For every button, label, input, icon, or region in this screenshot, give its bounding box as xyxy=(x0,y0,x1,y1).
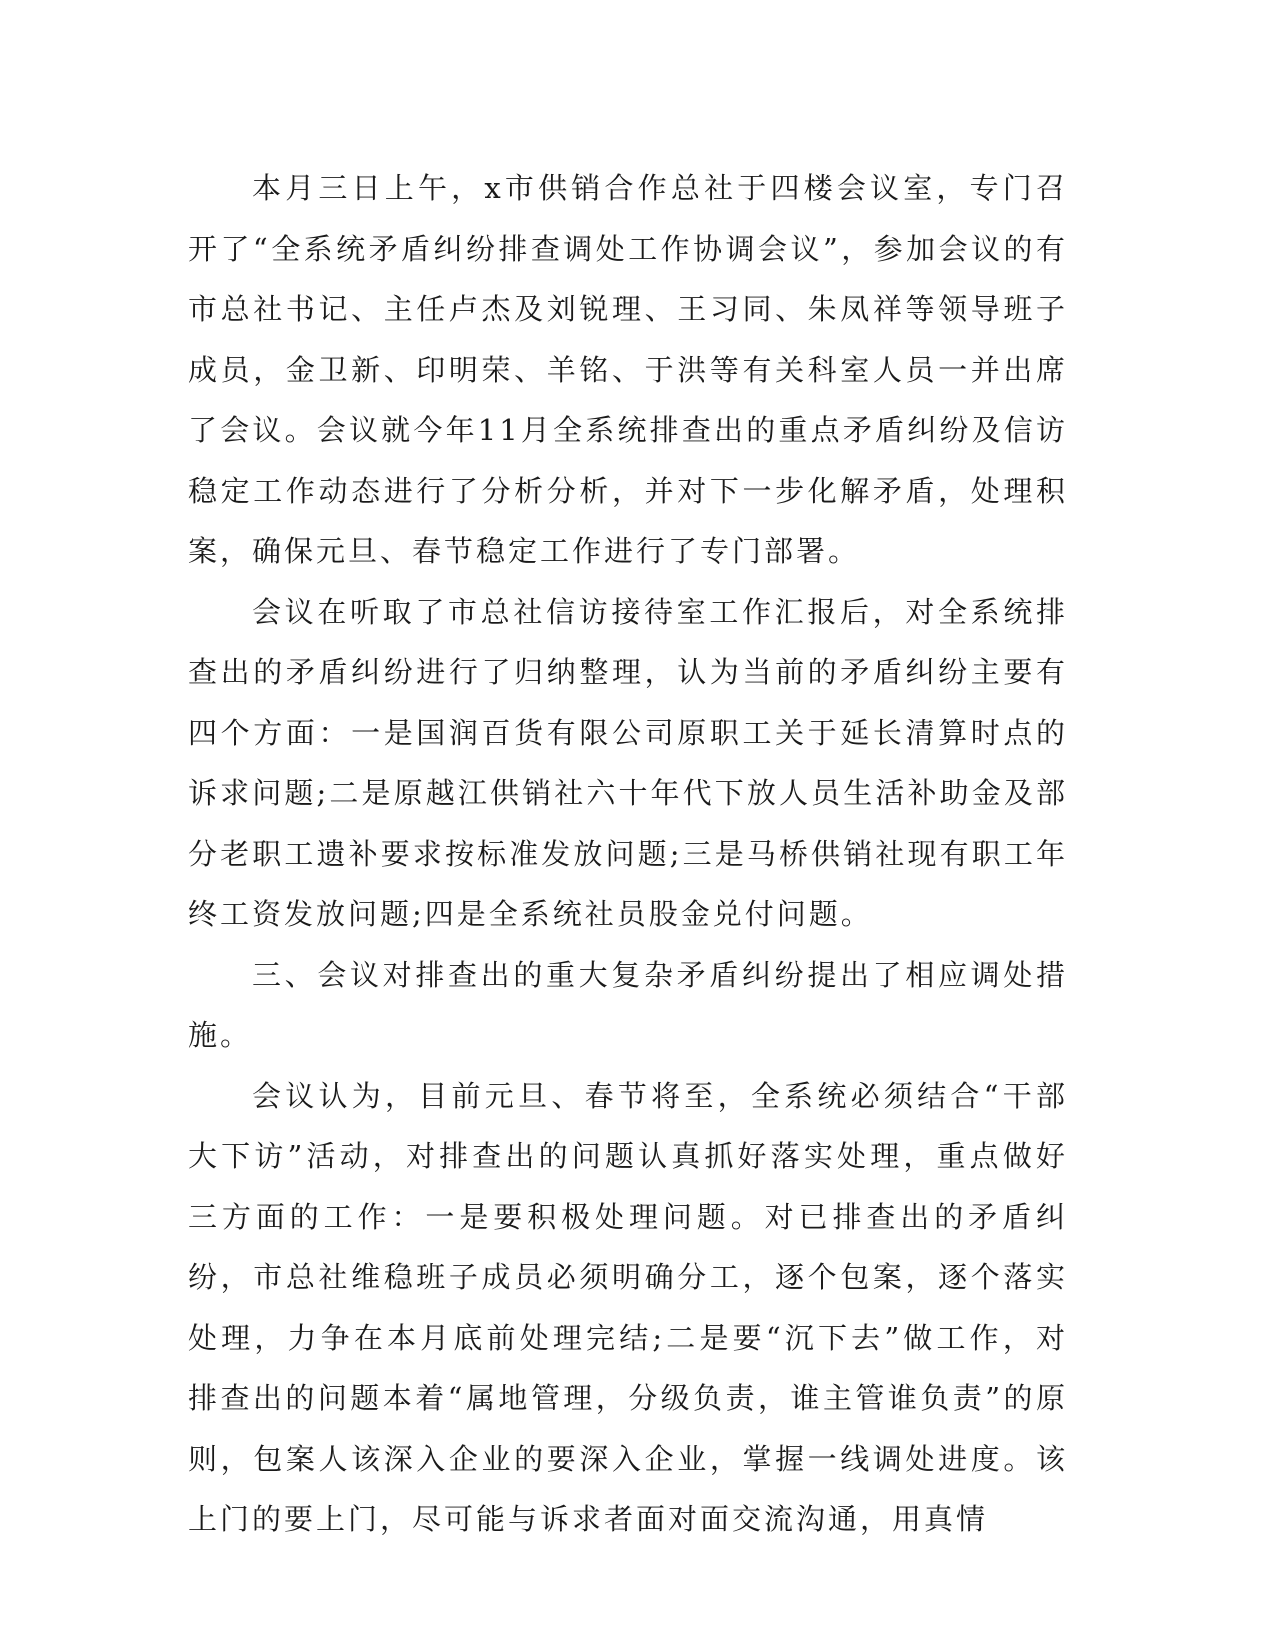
paragraph-measures: 会议认为，目前元旦、春节将至，全系统必须结合“干部大下访”活动，对排查出的问题认真抓好落实处理，重点做好三方面的工作：一是要积极处理问题。对已排查出的矛盾纠纷，市总社维稳班子成员必须明确分工，逐个包案，逐个落实处理，力争在本月底前处理完结;二是要“沉下去”做工作，对排查出的问题本着“属地管理，分级负责，谁主管谁负责”的原则，包案人该深入企业的要深入企业，掌握一线调处进度。该上门的要上门，尽可能与诉求者面对面交流沟通，用真情 xyxy=(188,1078,1068,1536)
paragraph-section-three-heading: 三、会议对排查出的重大复杂矛盾纠纷提出了相应调处措施。 xyxy=(188,957,1068,1052)
document-body xyxy=(188,158,1068,1550)
paragraph-meeting-overview: 本月三日上午，x市供销合作总社于四楼会议室，专门召开了“全系统矛盾纠纷排查调处工作协调会议”，参加会议的有市总社书记、主任卢杰及刘锐理、王习同、朱凤祥等领导班子成员，金卫新、印明荣、羊铭、于洪等有关科室人员一并出席了会议。会议就今年11月全系统排查出的重点矛盾纠纷及信访稳定工作动态进行了分析分析，并对下一步化解矛盾，处理积案，确保元旦、春节稳定工作进行了专门部署。 xyxy=(188,171,1068,568)
paragraph-disputes-summary: 会议在听取了市总社信访接待室工作汇报后，对全系统排查出的矛盾纠纷进行了归纳整理，认为当前的矛盾纠纷主要有四个方面：一是国润百货有限公司原职工关于延长清算时点的诉求问题;二是原越江供销社六十年代下放人员生活补助金及部分老职工遗补要求按标准发放问题;三是马桥供销社现有职工年终工资发放问题;四是全系统社员股金兑付问题。 xyxy=(188,594,1068,931)
